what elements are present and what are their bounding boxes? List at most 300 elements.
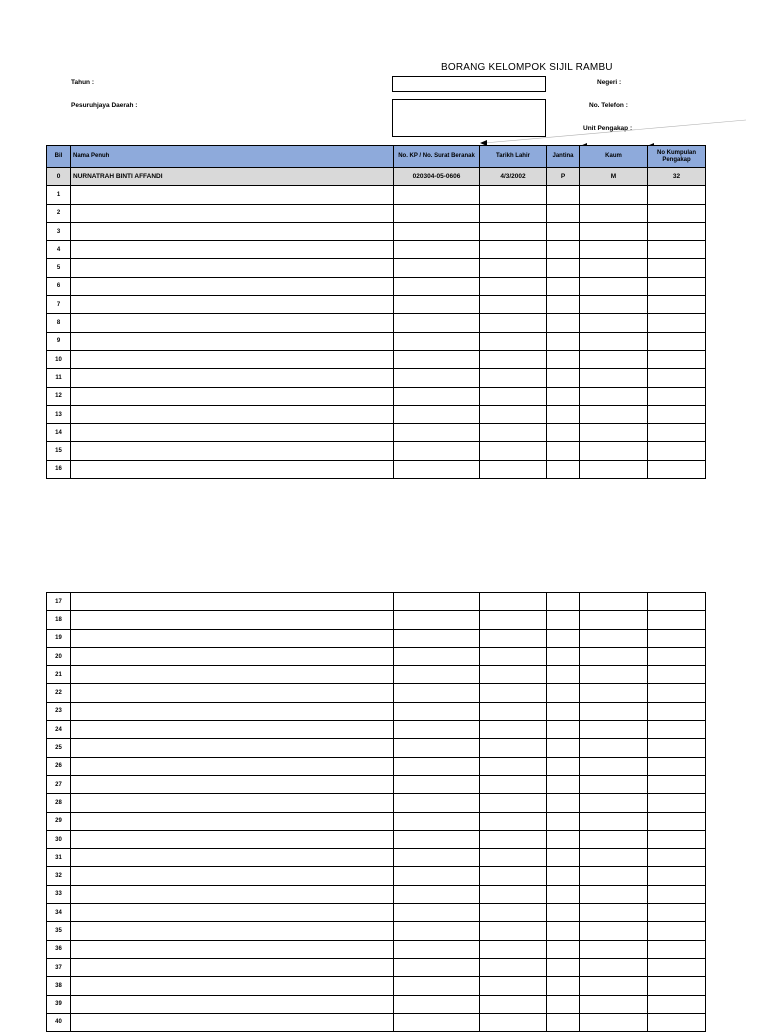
row-tarikh-cell[interactable] xyxy=(480,593,547,611)
row-jantina-cell[interactable] xyxy=(547,611,580,629)
row-kumpulan-cell[interactable] xyxy=(648,757,706,775)
row-tarikh-cell[interactable] xyxy=(480,940,547,958)
row-kumpulan-cell[interactable] xyxy=(648,885,706,903)
row-kaum-cell[interactable] xyxy=(580,350,648,368)
row-bil: 13 xyxy=(47,405,71,423)
row-bil: 19 xyxy=(47,629,71,647)
row-kaum-cell[interactable] xyxy=(580,666,648,684)
row-kaum-cell[interactable] xyxy=(580,775,648,793)
row-kp-cell[interactable] xyxy=(394,684,480,702)
row-kp-cell[interactable] xyxy=(394,721,480,739)
row-tarikh-cell[interactable] xyxy=(480,739,547,757)
row-nama-cell[interactable] xyxy=(71,241,394,259)
row-kaum-cell[interactable] xyxy=(580,611,648,629)
row-kp-cell[interactable] xyxy=(394,1013,480,1031)
header-jantina: Jantina xyxy=(547,146,580,168)
row-tarikh-cell[interactable] xyxy=(480,757,547,775)
table-row xyxy=(47,775,706,793)
row-kumpulan-cell[interactable] xyxy=(648,702,706,720)
row-bil: 7 xyxy=(47,296,71,314)
row-nama-cell[interactable] xyxy=(71,940,394,958)
row-bil: 3 xyxy=(47,222,71,240)
row-kaum-cell[interactable] xyxy=(580,977,648,995)
row-nama-cell[interactable] xyxy=(71,757,394,775)
row-kaum-cell[interactable] xyxy=(580,405,648,423)
row-kaum-cell[interactable] xyxy=(580,259,648,277)
header-nama: Nama Penuh xyxy=(71,146,394,168)
row-kaum-cell[interactable] xyxy=(580,721,648,739)
row-bil: 15 xyxy=(47,442,71,460)
row-kp-cell[interactable] xyxy=(394,204,480,222)
row-tarikh-cell[interactable] xyxy=(480,922,547,940)
row-nama-cell[interactable] xyxy=(71,721,394,739)
row-tarikh-cell[interactable] xyxy=(480,775,547,793)
row-kp-cell[interactable] xyxy=(394,350,480,368)
row-jantina-cell[interactable] xyxy=(547,387,580,405)
row-tarikh-cell[interactable] xyxy=(480,314,547,332)
table-row xyxy=(47,222,706,240)
member-table-page1 xyxy=(46,145,706,479)
row-kumpulan-cell[interactable] xyxy=(648,977,706,995)
row-kp-cell[interactable] xyxy=(394,277,480,295)
row-kaum-cell[interactable] xyxy=(580,222,648,240)
row-nama-cell[interactable] xyxy=(71,666,394,684)
table-row xyxy=(47,186,706,204)
row-kp-cell[interactable] xyxy=(394,977,480,995)
row-kp-cell[interactable] xyxy=(394,332,480,350)
row-tarikh-cell[interactable] xyxy=(480,442,547,460)
row-jantina-cell[interactable] xyxy=(547,1013,580,1031)
row-kumpulan-cell[interactable] xyxy=(648,830,706,848)
row-kaum-cell[interactable] xyxy=(580,460,648,478)
row-jantina-cell[interactable] xyxy=(547,647,580,665)
row-bil: 14 xyxy=(47,424,71,442)
row-kaum-cell[interactable] xyxy=(580,647,648,665)
row-jantina-cell[interactable] xyxy=(547,204,580,222)
table-row xyxy=(47,611,706,629)
row-kaum-cell[interactable] xyxy=(580,186,648,204)
row-kumpulan-cell[interactable] xyxy=(648,995,706,1013)
row-kaum-cell[interactable] xyxy=(580,1013,648,1031)
row-kaum-cell[interactable] xyxy=(580,241,648,259)
row-kp-cell[interactable] xyxy=(394,794,480,812)
row-kumpulan-cell[interactable] xyxy=(648,296,706,314)
row-kp-cell[interactable] xyxy=(394,775,480,793)
row-kp-cell[interactable] xyxy=(394,812,480,830)
row-nama-cell[interactable] xyxy=(71,259,394,277)
row-jantina-cell[interactable] xyxy=(547,702,580,720)
table-row xyxy=(47,684,706,702)
row-kumpulan-cell[interactable] xyxy=(648,442,706,460)
row-kumpulan-cell[interactable] xyxy=(648,904,706,922)
sample-kaum: M xyxy=(580,168,648,186)
row-bil: 26 xyxy=(47,757,71,775)
row-nama-cell[interactable] xyxy=(71,958,394,976)
table-row xyxy=(47,629,706,647)
row-tarikh-cell[interactable] xyxy=(480,721,547,739)
row-jantina-cell[interactable] xyxy=(547,794,580,812)
row-nama-cell[interactable] xyxy=(71,387,394,405)
row-bil: 2 xyxy=(47,204,71,222)
row-kp-cell[interactable] xyxy=(394,885,480,903)
row-bil: 28 xyxy=(47,794,71,812)
row-kaum-cell[interactable] xyxy=(580,387,648,405)
row-tarikh-cell[interactable] xyxy=(480,684,547,702)
row-jantina-cell[interactable] xyxy=(547,222,580,240)
row-kumpulan-cell[interactable] xyxy=(648,460,706,478)
row-kp-cell[interactable] xyxy=(394,904,480,922)
row-kp-cell[interactable] xyxy=(394,611,480,629)
row-jantina-cell[interactable] xyxy=(547,977,580,995)
row-kumpulan-cell[interactable] xyxy=(648,629,706,647)
row-kumpulan-cell[interactable] xyxy=(648,940,706,958)
row-kp-cell[interactable] xyxy=(394,830,480,848)
row-nama-cell[interactable] xyxy=(71,611,394,629)
row-kumpulan-cell[interactable] xyxy=(648,611,706,629)
row-bil: 22 xyxy=(47,684,71,702)
row-kp-cell[interactable] xyxy=(394,647,480,665)
row-nama-cell[interactable] xyxy=(71,867,394,885)
row-kp-cell[interactable] xyxy=(394,186,480,204)
form-title: BORANG KELOMPOK SIJIL RAMBU xyxy=(441,62,613,73)
row-nama-cell[interactable] xyxy=(71,204,394,222)
row-kumpulan-cell[interactable] xyxy=(648,186,706,204)
row-bil: 39 xyxy=(47,995,71,1013)
row-kaum-cell[interactable] xyxy=(580,314,648,332)
row-bil: 37 xyxy=(47,958,71,976)
row-jantina-cell[interactable] xyxy=(547,442,580,460)
table-row xyxy=(47,721,706,739)
row-kumpulan-cell[interactable] xyxy=(648,350,706,368)
row-kp-cell[interactable] xyxy=(394,922,480,940)
row-kp-cell[interactable] xyxy=(394,241,480,259)
row-kp-cell[interactable] xyxy=(394,666,480,684)
row-kp-cell[interactable] xyxy=(394,222,480,240)
row-nama-cell[interactable] xyxy=(71,849,394,867)
row-nama-cell[interactable] xyxy=(71,775,394,793)
row-kaum-cell[interactable] xyxy=(580,424,648,442)
row-tarikh-cell[interactable] xyxy=(480,424,547,442)
row-tarikh-cell[interactable] xyxy=(480,332,547,350)
header-bil: Bil xyxy=(47,146,71,168)
row-kumpulan-cell[interactable] xyxy=(648,867,706,885)
row-kp-cell[interactable] xyxy=(394,442,480,460)
sample-kp: 020304-05-0606 xyxy=(394,168,480,186)
row-kp-cell[interactable] xyxy=(394,296,480,314)
row-jantina-cell[interactable] xyxy=(547,940,580,958)
row-tarikh-cell[interactable] xyxy=(480,904,547,922)
row-nama-cell[interactable] xyxy=(71,593,394,611)
row-nama-cell[interactable] xyxy=(71,405,394,423)
row-jantina-cell[interactable] xyxy=(547,922,580,940)
row-tarikh-cell[interactable] xyxy=(480,186,547,204)
row-jantina-cell[interactable] xyxy=(547,350,580,368)
row-bil: 16 xyxy=(47,460,71,478)
row-bil: 1 xyxy=(47,186,71,204)
row-kumpulan-cell[interactable] xyxy=(648,666,706,684)
row-kp-cell[interactable] xyxy=(394,958,480,976)
row-bil: 17 xyxy=(47,593,71,611)
row-nama-cell[interactable] xyxy=(71,222,394,240)
row-tarikh-cell[interactable] xyxy=(480,222,547,240)
row-kumpulan-cell[interactable] xyxy=(648,721,706,739)
row-kumpulan-cell[interactable] xyxy=(648,204,706,222)
row-tarikh-cell[interactable] xyxy=(480,405,547,423)
row-kumpulan-cell[interactable] xyxy=(648,424,706,442)
row-tarikh-cell[interactable] xyxy=(480,369,547,387)
table-row xyxy=(47,442,706,460)
row-bil: 29 xyxy=(47,812,71,830)
row-kumpulan-cell[interactable] xyxy=(648,775,706,793)
row-kaum-cell[interactable] xyxy=(580,739,648,757)
row-nama-cell[interactable] xyxy=(71,904,394,922)
row-jantina-cell[interactable] xyxy=(547,666,580,684)
row-tarikh-cell[interactable] xyxy=(480,387,547,405)
row-jantina-cell[interactable] xyxy=(547,684,580,702)
table-row xyxy=(47,277,706,295)
row-kp-cell[interactable] xyxy=(394,405,480,423)
row-jantina-cell[interactable] xyxy=(547,460,580,478)
row-nama-cell[interactable] xyxy=(71,995,394,1013)
table-row xyxy=(47,241,706,259)
row-kp-cell[interactable] xyxy=(394,995,480,1013)
row-kp-cell[interactable] xyxy=(394,369,480,387)
table-row xyxy=(47,350,706,368)
table-row xyxy=(47,739,706,757)
table-row xyxy=(47,885,706,903)
row-tarikh-cell[interactable] xyxy=(480,830,547,848)
table-row xyxy=(47,757,706,775)
row-nama-cell[interactable] xyxy=(71,442,394,460)
table-row xyxy=(47,977,706,995)
row-tarikh-cell[interactable] xyxy=(480,849,547,867)
row-nama-cell[interactable] xyxy=(71,332,394,350)
table-row xyxy=(47,1013,706,1031)
row-kaum-cell[interactable] xyxy=(580,885,648,903)
table-row xyxy=(47,940,706,958)
row-kumpulan-cell[interactable] xyxy=(648,259,706,277)
row-tarikh-cell[interactable] xyxy=(480,702,547,720)
row-kaum-cell[interactable] xyxy=(580,867,648,885)
row-kp-cell[interactable] xyxy=(394,739,480,757)
row-tarikh-cell[interactable] xyxy=(480,812,547,830)
row-kumpulan-cell[interactable] xyxy=(648,387,706,405)
row-jantina-cell[interactable] xyxy=(547,629,580,647)
row-kaum-cell[interactable] xyxy=(580,995,648,1013)
row-kaum-cell[interactable] xyxy=(580,904,648,922)
row-kumpulan-cell[interactable] xyxy=(648,314,706,332)
table-row xyxy=(47,593,706,611)
row-bil: 27 xyxy=(47,775,71,793)
table-row xyxy=(47,296,706,314)
row-nama-cell[interactable] xyxy=(71,684,394,702)
header-kp: No. KP / No. Surat Beranak xyxy=(394,146,480,168)
row-kaum-cell[interactable] xyxy=(580,940,648,958)
row-tarikh-cell[interactable] xyxy=(480,629,547,647)
row-kaum-cell[interactable] xyxy=(580,757,648,775)
row-jantina-cell[interactable] xyxy=(547,830,580,848)
row-nama-cell[interactable] xyxy=(71,424,394,442)
header-tarikh: Tarikh Lahir xyxy=(480,146,547,168)
row-kp-cell[interactable] xyxy=(394,702,480,720)
row-nama-cell[interactable] xyxy=(71,794,394,812)
row-nama-cell[interactable] xyxy=(71,296,394,314)
row-kumpulan-cell[interactable] xyxy=(648,958,706,976)
row-tarikh-cell[interactable] xyxy=(480,885,547,903)
row-tarikh-cell[interactable] xyxy=(480,867,547,885)
table-row xyxy=(47,369,706,387)
row-kp-cell[interactable] xyxy=(394,259,480,277)
row-kaum-cell[interactable] xyxy=(580,702,648,720)
row-tarikh-cell[interactable] xyxy=(480,995,547,1013)
row-tarikh-cell[interactable] xyxy=(480,666,547,684)
row-jantina-cell[interactable] xyxy=(547,739,580,757)
row-bil: 5 xyxy=(47,259,71,277)
row-kumpulan-cell[interactable] xyxy=(648,405,706,423)
row-kumpulan-cell[interactable] xyxy=(648,794,706,812)
row-kumpulan-cell[interactable] xyxy=(648,241,706,259)
row-jantina-cell[interactable] xyxy=(547,186,580,204)
row-jantina-cell[interactable] xyxy=(547,296,580,314)
row-nama-cell[interactable] xyxy=(71,977,394,995)
row-nama-cell[interactable] xyxy=(71,369,394,387)
row-kp-cell[interactable] xyxy=(394,424,480,442)
row-kp-cell[interactable] xyxy=(394,387,480,405)
row-jantina-cell[interactable] xyxy=(547,904,580,922)
row-nama-cell[interactable] xyxy=(71,460,394,478)
row-tarikh-cell[interactable] xyxy=(480,241,547,259)
row-tarikh-cell[interactable] xyxy=(480,958,547,976)
row-nama-cell[interactable] xyxy=(71,922,394,940)
row-kumpulan-cell[interactable] xyxy=(648,277,706,295)
row-kp-cell[interactable] xyxy=(394,460,480,478)
table-row xyxy=(47,922,706,940)
row-jantina-cell[interactable] xyxy=(547,849,580,867)
sample-nama: NURNATRAH BINTI AFFANDI xyxy=(71,168,394,186)
row-kaum-cell[interactable] xyxy=(580,296,648,314)
row-kumpulan-cell[interactable] xyxy=(648,593,706,611)
row-kp-cell[interactable] xyxy=(394,314,480,332)
row-tarikh-cell[interactable] xyxy=(480,794,547,812)
row-tarikh-cell[interactable] xyxy=(480,259,547,277)
row-nama-cell[interactable] xyxy=(71,885,394,903)
row-kumpulan-cell[interactable] xyxy=(648,812,706,830)
row-tarikh-cell[interactable] xyxy=(480,647,547,665)
row-jantina-cell[interactable] xyxy=(547,241,580,259)
table-row xyxy=(47,995,706,1013)
row-jantina-cell[interactable] xyxy=(547,369,580,387)
row-kumpulan-cell[interactable] xyxy=(648,739,706,757)
row-kp-cell[interactable] xyxy=(394,757,480,775)
row-jantina-cell[interactable] xyxy=(547,812,580,830)
row-jantina-cell[interactable] xyxy=(547,775,580,793)
row-kaum-cell[interactable] xyxy=(580,958,648,976)
row-nama-cell[interactable] xyxy=(71,1013,394,1031)
row-kaum-cell[interactable] xyxy=(580,812,648,830)
row-tarikh-cell[interactable] xyxy=(480,460,547,478)
row-jantina-cell[interactable] xyxy=(547,332,580,350)
row-kumpulan-cell[interactable] xyxy=(648,647,706,665)
row-bil: 6 xyxy=(47,277,71,295)
row-kp-cell[interactable] xyxy=(394,940,480,958)
row-jantina-cell[interactable] xyxy=(547,314,580,332)
row-kp-cell[interactable] xyxy=(394,849,480,867)
row-kaum-cell[interactable] xyxy=(580,593,648,611)
row-tarikh-cell[interactable] xyxy=(480,296,547,314)
row-jantina-cell[interactable] xyxy=(547,593,580,611)
row-kumpulan-cell[interactable] xyxy=(648,922,706,940)
row-kaum-cell[interactable] xyxy=(580,204,648,222)
row-nama-cell[interactable] xyxy=(71,314,394,332)
row-nama-cell[interactable] xyxy=(71,277,394,295)
row-bil: 12 xyxy=(47,387,71,405)
table-row xyxy=(47,204,706,222)
row-jantina-cell[interactable] xyxy=(547,995,580,1013)
row-nama-cell[interactable] xyxy=(71,702,394,720)
row-kaum-cell[interactable] xyxy=(580,830,648,848)
row-kaum-cell[interactable] xyxy=(580,442,648,460)
row-kp-cell[interactable] xyxy=(394,593,480,611)
row-nama-cell[interactable] xyxy=(71,647,394,665)
row-kaum-cell[interactable] xyxy=(580,794,648,812)
row-jantina-cell[interactable] xyxy=(547,757,580,775)
row-kaum-cell[interactable] xyxy=(580,369,648,387)
row-jantina-cell[interactable] xyxy=(547,885,580,903)
row-nama-cell[interactable] xyxy=(71,350,394,368)
row-nama-cell[interactable] xyxy=(71,629,394,647)
table-row xyxy=(47,702,706,720)
table-row xyxy=(47,958,706,976)
row-bil: 9 xyxy=(47,332,71,350)
row-kaum-cell[interactable] xyxy=(580,277,648,295)
row-tarikh-cell[interactable] xyxy=(480,1013,547,1031)
row-kaum-cell[interactable] xyxy=(580,922,648,940)
sample-kumpulan: 32 xyxy=(648,168,706,186)
row-kumpulan-cell[interactable] xyxy=(648,849,706,867)
row-kumpulan-cell[interactable] xyxy=(648,332,706,350)
row-kumpulan-cell[interactable] xyxy=(648,222,706,240)
row-bil: 23 xyxy=(47,702,71,720)
row-jantina-cell[interactable] xyxy=(547,867,580,885)
row-jantina-cell[interactable] xyxy=(547,721,580,739)
row-jantina-cell[interactable] xyxy=(547,277,580,295)
row-jantina-cell[interactable] xyxy=(547,424,580,442)
row-kaum-cell[interactable] xyxy=(580,684,648,702)
row-kumpulan-cell[interactable] xyxy=(648,684,706,702)
row-kumpulan-cell[interactable] xyxy=(648,369,706,387)
row-nama-cell[interactable] xyxy=(71,830,394,848)
row-nama-cell[interactable] xyxy=(71,812,394,830)
row-nama-cell[interactable] xyxy=(71,739,394,757)
row-kaum-cell[interactable] xyxy=(580,629,648,647)
row-jantina-cell[interactable] xyxy=(547,405,580,423)
row-kp-cell[interactable] xyxy=(394,867,480,885)
row-kaum-cell[interactable] xyxy=(580,332,648,350)
row-tarikh-cell[interactable] xyxy=(480,977,547,995)
row-jantina-cell[interactable] xyxy=(547,259,580,277)
negeri-label: Negeri : xyxy=(597,79,622,86)
row-bil: 21 xyxy=(47,666,71,684)
row-kumpulan-cell[interactable] xyxy=(648,1013,706,1031)
row-kp-cell[interactable] xyxy=(394,629,480,647)
row-tarikh-cell[interactable] xyxy=(480,204,547,222)
row-tarikh-cell[interactable] xyxy=(480,277,547,295)
row-tarikh-cell[interactable] xyxy=(480,611,547,629)
row-jantina-cell[interactable] xyxy=(547,958,580,976)
row-nama-cell[interactable] xyxy=(71,186,394,204)
row-kaum-cell[interactable] xyxy=(580,849,648,867)
row-tarikh-cell[interactable] xyxy=(480,350,547,368)
